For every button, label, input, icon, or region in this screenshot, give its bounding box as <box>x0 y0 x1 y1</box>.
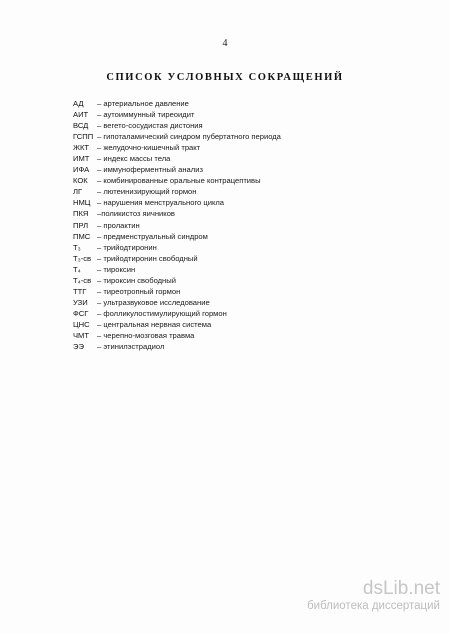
abbreviation-row <box>73 319 373 330</box>
abbreviation-row <box>73 220 373 231</box>
abbreviation-row <box>73 341 373 352</box>
abbreviation-row <box>73 164 373 175</box>
watermark-subtitle: библиотека диссертаций <box>307 600 440 612</box>
abbreviation-definition: – тироксин <box>97 264 136 274</box>
abbreviation-term: ФСГ <box>73 308 89 318</box>
abbreviation-definition: – пролактин <box>97 220 140 230</box>
abbreviation-definition: – трийодтиронин свободный <box>97 253 198 263</box>
abbreviation-definition: – иммуноферментный анализ <box>97 165 203 175</box>
abbreviation-definition: – ультразвуковое исследование <box>97 297 210 307</box>
abbreviation-term: ИФА <box>73 165 90 175</box>
abbreviation-row <box>73 286 373 297</box>
abbreviation-definition: – центральная нервная система <box>97 319 212 329</box>
page-number: 4 <box>222 38 228 49</box>
abbreviation-term: ВСД <box>73 121 89 131</box>
abbreviation-term: АИТ <box>73 110 89 120</box>
abbreviation-row <box>73 98 373 109</box>
abbreviation-term: КОК <box>73 176 88 186</box>
abbreviation-term: ЖКТ <box>73 143 90 153</box>
abbreviation-term: ЭЭ <box>73 342 84 352</box>
abbreviation-definition: – черепно-мозговая травма <box>97 330 195 340</box>
abbreviation-row <box>73 186 373 197</box>
abbreviation-definition: – фолликулостимулирующий гормон <box>97 308 227 318</box>
abbreviation-term: ИМТ <box>73 154 90 164</box>
abbreviation-term: Т₃-св <box>73 253 92 263</box>
abbreviation-definition: – индекс массы тела <box>97 154 171 164</box>
abbreviation-definition: – трийодтиронин <box>97 242 157 252</box>
abbreviation-row <box>73 120 373 131</box>
abbreviation-term: ПКЯ <box>73 209 89 219</box>
abbreviation-definition: – желудочно-кишечный тракт <box>97 143 201 153</box>
abbreviation-row <box>73 253 373 264</box>
abbreviation-definition: – этинилэстрадиол <box>97 342 165 352</box>
abbreviation-definition: – тироксин свободный <box>97 275 176 285</box>
abbreviation-term: ПРЛ <box>73 220 89 230</box>
abbreviation-definition: – артериальное давление <box>97 99 189 108</box>
abbreviation-row <box>73 153 373 164</box>
abbreviation-row <box>73 197 373 208</box>
abbreviation-definition: – нарушения менструального цикла <box>97 198 225 208</box>
abbreviation-definition: – комбинированные оральные контрацептивы <box>97 176 261 186</box>
abbreviation-row <box>73 275 373 286</box>
abbreviation-term: УЗИ <box>73 297 88 307</box>
watermark-brand: dsLib.net <box>362 578 440 599</box>
abbreviation-term: ЦНС <box>73 319 90 329</box>
abbreviation-term: ЛГ <box>73 187 83 197</box>
abbreviation-row <box>73 131 373 142</box>
abbreviation-term: ГСПП <box>73 132 94 142</box>
page-title: СПИСОК УСЛОВНЫХ СОКРАЩЕНИЙ <box>106 72 344 83</box>
abbreviation-term: ПМС <box>73 231 91 241</box>
abbreviation-definition: – аутоиммунный тиреоидит <box>97 110 195 120</box>
abbreviation-row <box>73 297 373 308</box>
abbreviation-term: Т₄ <box>73 264 81 274</box>
abbreviation-definition: –поликистоз яичников <box>97 209 175 219</box>
abbreviation-term: Т₄-св <box>73 275 92 285</box>
abbreviation-row <box>73 264 373 275</box>
abbreviation-row <box>73 330 373 341</box>
abbreviation-term: ЧМТ <box>73 330 90 340</box>
abbreviation-row <box>73 208 373 219</box>
watermark <box>307 579 440 613</box>
abbreviation-row <box>73 142 373 153</box>
abbreviation-row <box>73 175 373 186</box>
abbreviation-term: НМЦ <box>73 198 91 208</box>
abbreviation-row <box>73 109 373 120</box>
abbreviation-definition: – гипоталамический синдром пубертатного периода <box>97 132 281 142</box>
abbreviation-term: АД <box>73 99 84 108</box>
abbreviation-definition: – тиреотропный гормон <box>97 286 181 296</box>
abbreviation-term: ТТГ <box>73 286 87 296</box>
abbreviation-row <box>73 242 373 253</box>
abbreviation-definition: – предменструальный синдром <box>97 231 208 241</box>
abbreviation-term: Т₃ <box>73 242 81 252</box>
abbreviation-list <box>73 98 373 352</box>
abbreviation-row <box>73 231 373 242</box>
abbreviation-definition: – вегето-сосудистая дистония <box>97 121 203 131</box>
abbreviation-row <box>73 308 373 319</box>
abbreviation-definition: – лютеинизирующий гормон <box>97 187 197 197</box>
